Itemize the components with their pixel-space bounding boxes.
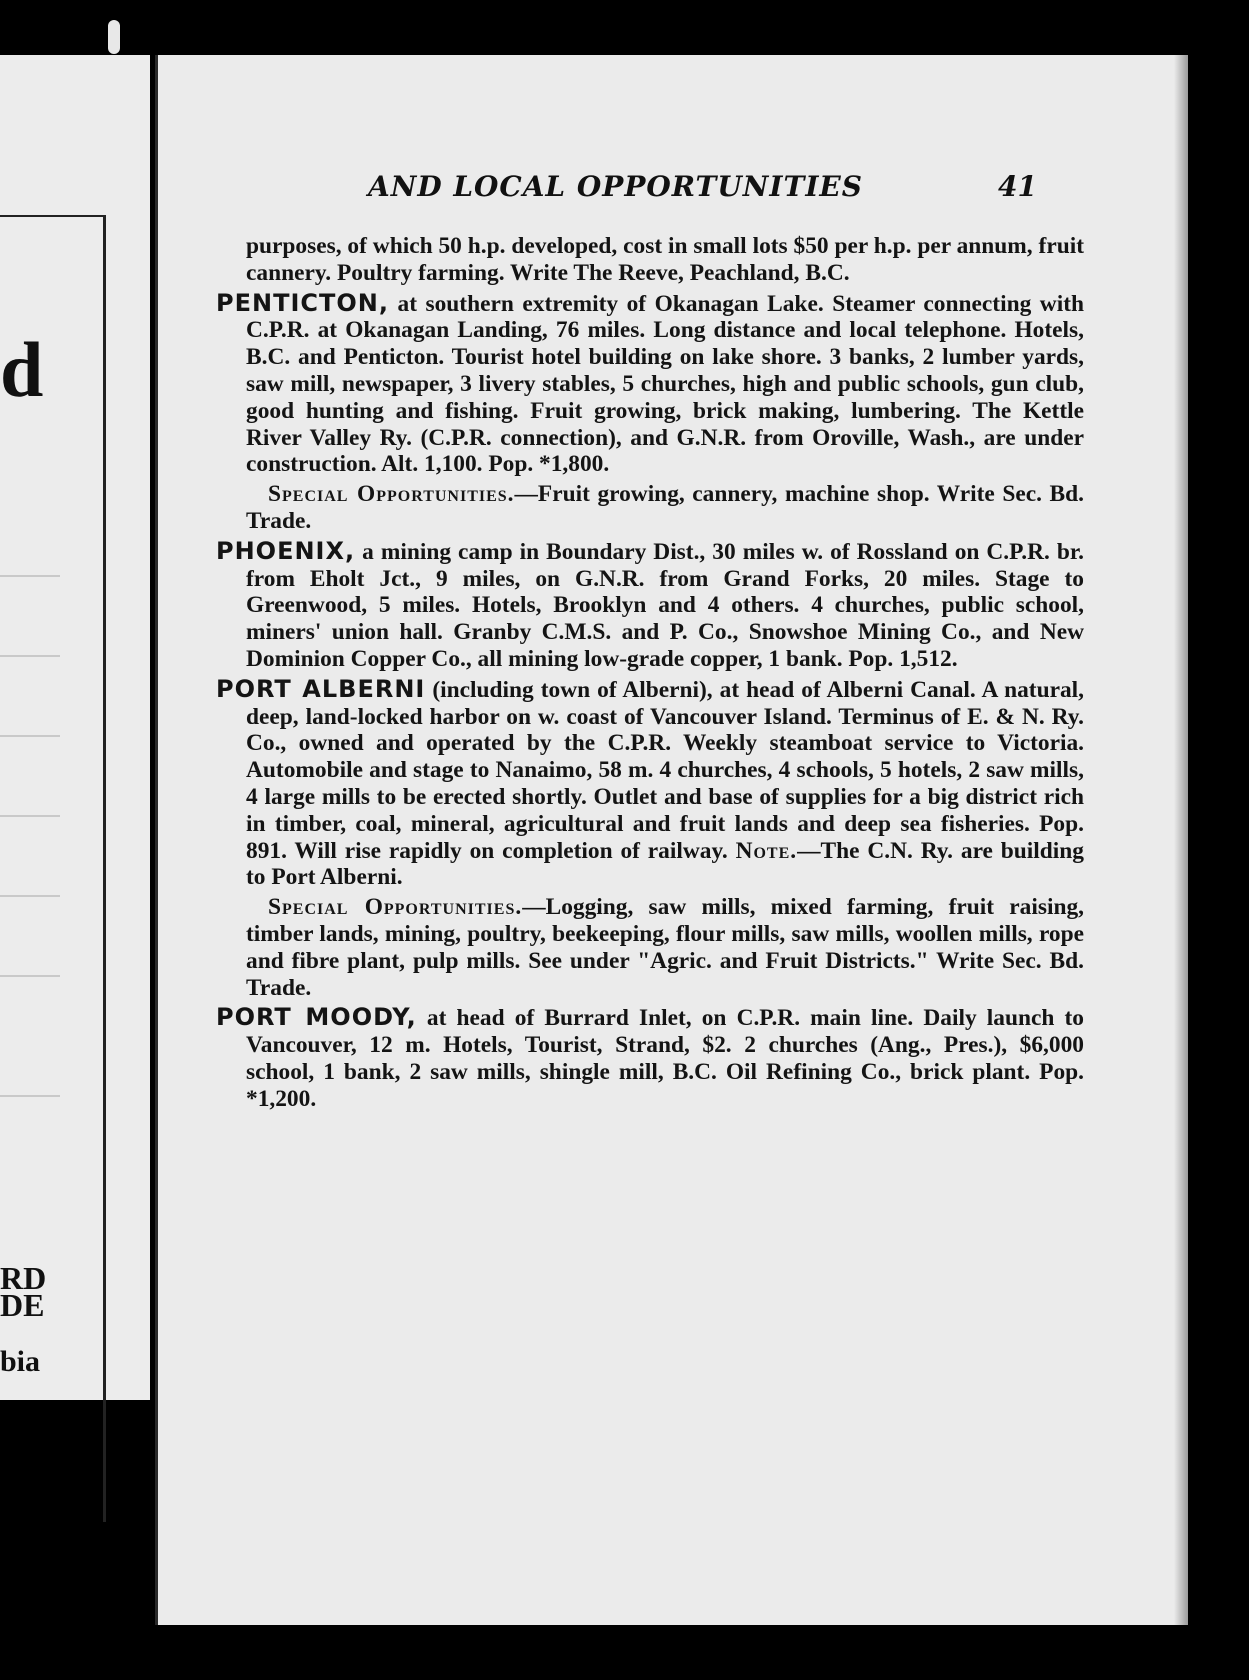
- entry-penticton: [216, 290, 1084, 479]
- running-head: AND LOCAL OPPORTUNITIES: [368, 170, 863, 203]
- special-label: Special Opportunities.: [268, 481, 515, 508]
- ghost-line: [0, 575, 60, 577]
- entry-continuation-peachland: purposes, of which 50 h.p. developed, cost in small lots $50 per h.p. per annum, fruit cannery. Poultry farming. Write The Reeve, Peachland, B.C.: [246, 233, 1084, 286]
- special-text: —Fruit growing, cannery, machine shop. Write Sec. Bd. Trade.: [246, 481, 1084, 534]
- ghost-line: [0, 655, 60, 657]
- left-fragment-letter: d: [0, 326, 44, 413]
- left-fragment-rd: RD: [0, 1260, 47, 1296]
- page-header: [158, 170, 1138, 210]
- town-name: PHOENIX,: [216, 536, 356, 565]
- right-page: [155, 55, 1188, 1625]
- ghost-line: [0, 975, 60, 977]
- left-fragment-de: DE: [0, 1287, 45, 1323]
- entry-port-moody: [216, 1004, 1084, 1112]
- paper-clip-mark: [108, 20, 120, 54]
- ghost-line: [0, 895, 60, 897]
- special-label: Special Opportunities.: [268, 894, 523, 921]
- directory-text: [216, 233, 1084, 1116]
- page-number: 41: [998, 170, 1037, 203]
- special-opportunities-penticton: [216, 481, 1084, 535]
- entry-text: a mining camp in Boundary Dist., 30 miles w. of Rossland on C.P.R. br. from Eholt Jct., 9 miles, on G.N.R. from Grand Forks, 20 miles. Stage to Greenwood, 5 miles. Hotels, Brooklyn and 4 others. 4 churches, public school, miners' union hall. Granby C.M.S. and P. Co., Snowshoe Mining Co., and New Dominion Copper Co., all mining low-grade copper, 1 bank. Pop. 1,512.: [246, 538, 1084, 672]
- entry-text: at head of Burrard Inlet, on C.P.R. main line. Daily launch to Vancouver, 12 m. Hotels, Tourist, Strand, $2. 2 churches (Ang., Pres.), $6,000 school, 1 bank, 2 saw mills, shingle mill, B.C. Oil Refining Co., brick plant. Pop. *1,200.: [246, 1005, 1084, 1112]
- entry-phoenix: [216, 538, 1084, 673]
- town-name: PORT MOODY,: [216, 1003, 417, 1032]
- entry-text: (including town of Alberni), at head of Alberni Canal. A natural, deep, land-locked harbor on w. coast of Vancouver Island. Terminus of E. & N. Ry. Co., owned and operated by the C.P.R. Weekly steamboat service to Victoria. Automobile and stage to Nanaimo, 58 m. 4 churches, 4 schools, 5 hotels, 2 saw mills, 4 large mills to be erected shortly. Outlet and base of supplies for a big district rich in timber, coal, mineral, agricultural and fruit lands and deep sea fisheries. Pop. 891. Will rise rapidly on completion of railway.: [246, 676, 1085, 864]
- town-name: PORT ALBERNI: [216, 674, 426, 703]
- ghost-line: [0, 1095, 60, 1097]
- left-page-fragment: [0, 55, 150, 1400]
- special-text: —Logging, saw mills, mixed farming, fruit raising, timber lands, mining, poultry, beekeeping, flour mills, saw mills, woollen mills, rope and fibre plant, pulp mills. See under "Agric. and Fruit Districts." Write Sec. Bd. Trade.: [246, 894, 1084, 1001]
- note-label: Note.: [735, 837, 798, 864]
- town-name: PENTICTON,: [216, 288, 389, 317]
- left-fragment-bia: bia: [0, 1345, 41, 1378]
- note-text: —The C.N. Ry. are building to Port Alberni.: [246, 837, 1084, 891]
- ghost-line: [0, 815, 60, 817]
- page-edge-shadow: [1174, 55, 1188, 1625]
- entry-text: at southern extremity of Okanagan Lake. Steamer connecting with C.P.R. at Okanagan Landing, 76 miles. Long distance and local telephone. Hotels, B.C. and Penticton. Tourist hotel building on lake shore. 3 banks, 2 lumber yards, saw mill, newspaper, 3 livery stables, 5 churches, high and public schools, gun club, good hunting and fishing. Fruit growing, brick making, lumbering. The Kettle River Valley Ry. (C.P.R. connection), and G.N.R. from Oroville, Wash., are under construction. Alt. 1,100. Pop. *1,800.: [246, 290, 1084, 478]
- entry-port-alberni: [216, 676, 1084, 891]
- special-opportunities-port-alberni: [216, 894, 1084, 1001]
- ghost-line: [0, 735, 60, 737]
